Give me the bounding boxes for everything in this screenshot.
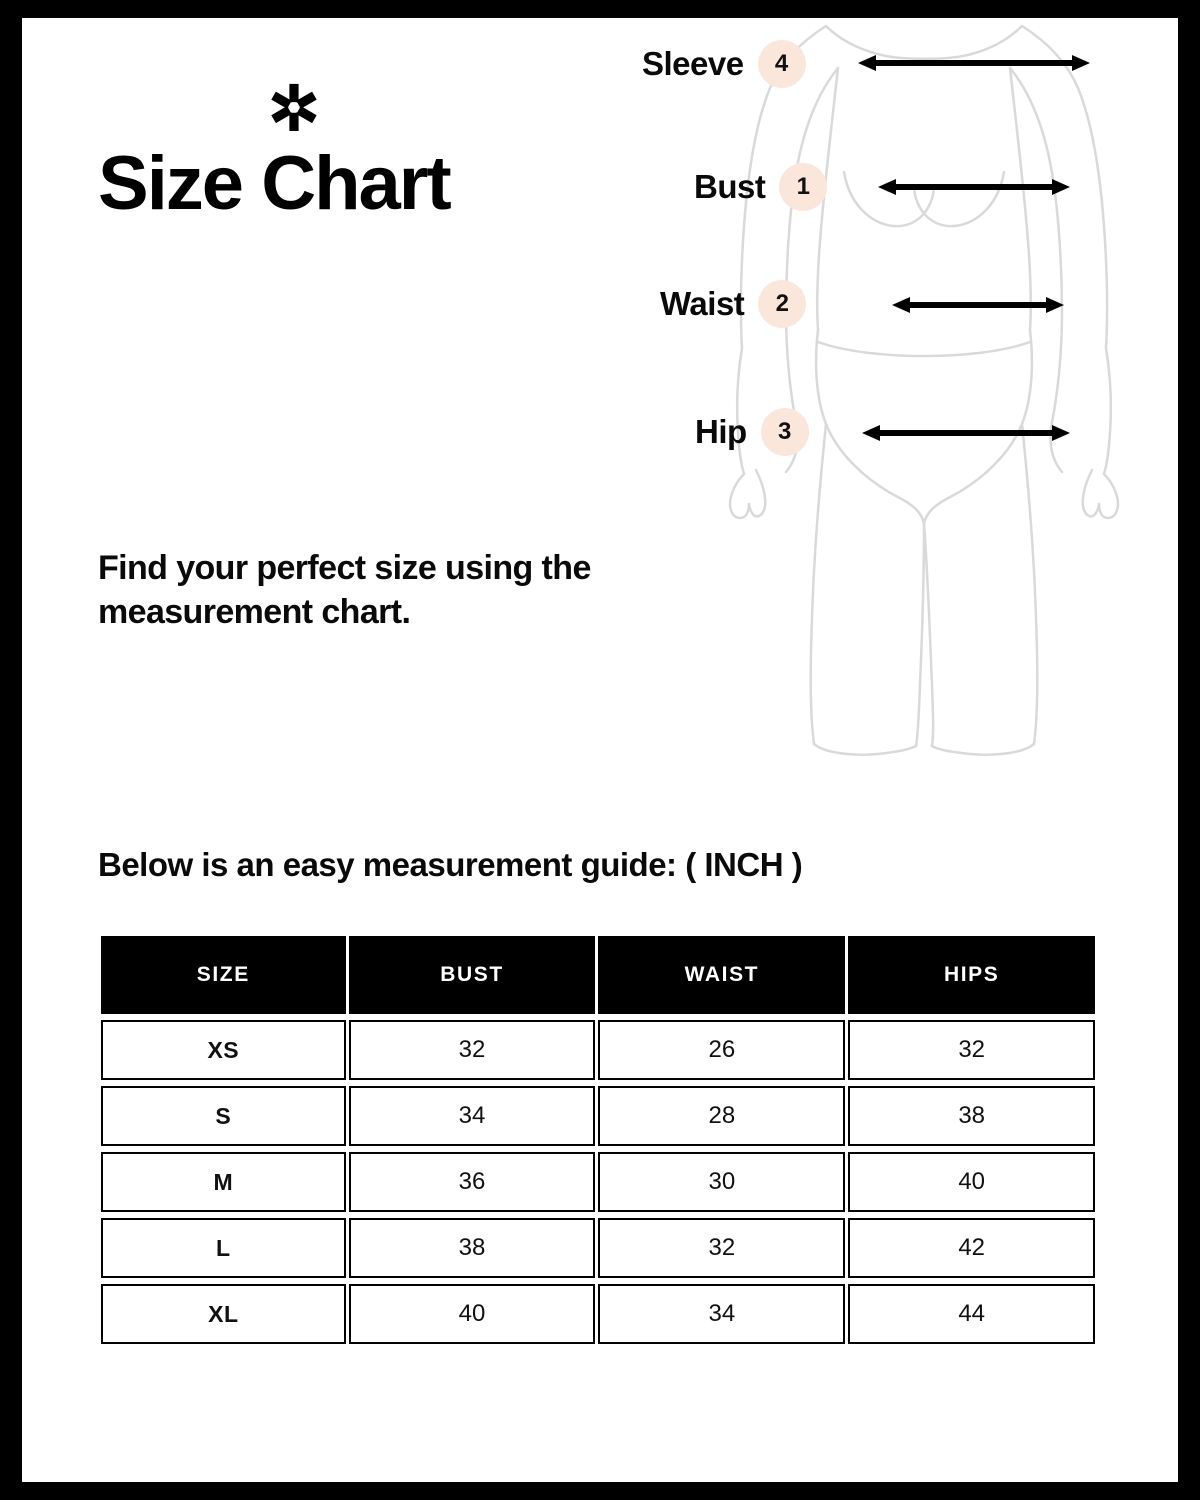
measure-badge-waist: 2 [758, 280, 806, 328]
title-block [98, 75, 618, 226]
measurement-table [98, 930, 1098, 1350]
cell-bust: 34 [349, 1086, 596, 1146]
cell-waist: 28 [598, 1086, 845, 1146]
asterisk-icon: ✲ [268, 75, 320, 144]
measure-label-waist: Waist [660, 285, 745, 322]
measure-row-hip [695, 408, 809, 456]
cell-bust: 38 [349, 1218, 596, 1278]
cell-waist: 34 [598, 1284, 845, 1344]
table-row [101, 1218, 1095, 1278]
cell-waist: 26 [598, 1020, 845, 1080]
measure-badge-bust: 1 [779, 163, 827, 211]
guide-heading: Below is an easy measurement guide: ( INCH ) [98, 846, 803, 883]
cell-hips: 38 [848, 1086, 1095, 1146]
cell-size: XS [101, 1020, 346, 1080]
body-figure-illustration [686, 18, 1156, 772]
measure-row-bust [694, 163, 827, 211]
table-header-row [101, 936, 1095, 1014]
table-header-waist: WAIST [598, 936, 845, 1014]
cell-hips: 40 [848, 1152, 1095, 1212]
cell-size: M [101, 1152, 346, 1212]
cell-hips: 32 [848, 1020, 1095, 1080]
cell-bust: 40 [349, 1284, 596, 1344]
cell-hips: 44 [848, 1284, 1095, 1344]
cell-size: L [101, 1218, 346, 1278]
measure-label-hip: Hip [695, 413, 747, 450]
table-row [101, 1086, 1095, 1146]
measure-row-sleeve [642, 40, 806, 88]
bust-measure-arrow [878, 176, 1070, 198]
measure-label-sleeve: Sleeve [642, 45, 744, 82]
sleeve-measure-arrow [858, 52, 1090, 74]
measurement-table-wrap [98, 930, 1098, 1350]
cell-bust: 32 [349, 1020, 596, 1080]
table-header-size: SIZE [101, 936, 346, 1014]
measure-badge-sleeve: 4 [758, 40, 806, 88]
measure-label-bust: Bust [694, 168, 766, 205]
table-row [101, 1152, 1095, 1212]
table-head [101, 936, 1095, 1014]
table-body [101, 1020, 1095, 1344]
cell-size: S [101, 1086, 346, 1146]
subtitle-text: Find your perfect size using the measurement chart. [98, 549, 591, 631]
hip-measure-arrow [862, 422, 1070, 444]
page-title: Size Chart [98, 141, 450, 226]
waist-measure-arrow [892, 294, 1064, 316]
cell-hips: 42 [848, 1218, 1095, 1278]
cell-waist: 32 [598, 1218, 845, 1278]
table-row [101, 1284, 1095, 1344]
measure-row-waist [660, 280, 806, 328]
size-chart-sheet [22, 18, 1178, 1482]
cell-bust: 36 [349, 1152, 596, 1212]
cell-waist: 30 [598, 1152, 845, 1212]
table-header-bust: BUST [349, 936, 596, 1014]
table-header-hips: HIPS [848, 936, 1095, 1014]
table-row [101, 1020, 1095, 1080]
cell-size: XL [101, 1284, 346, 1344]
measure-badge-hip: 3 [761, 408, 809, 456]
